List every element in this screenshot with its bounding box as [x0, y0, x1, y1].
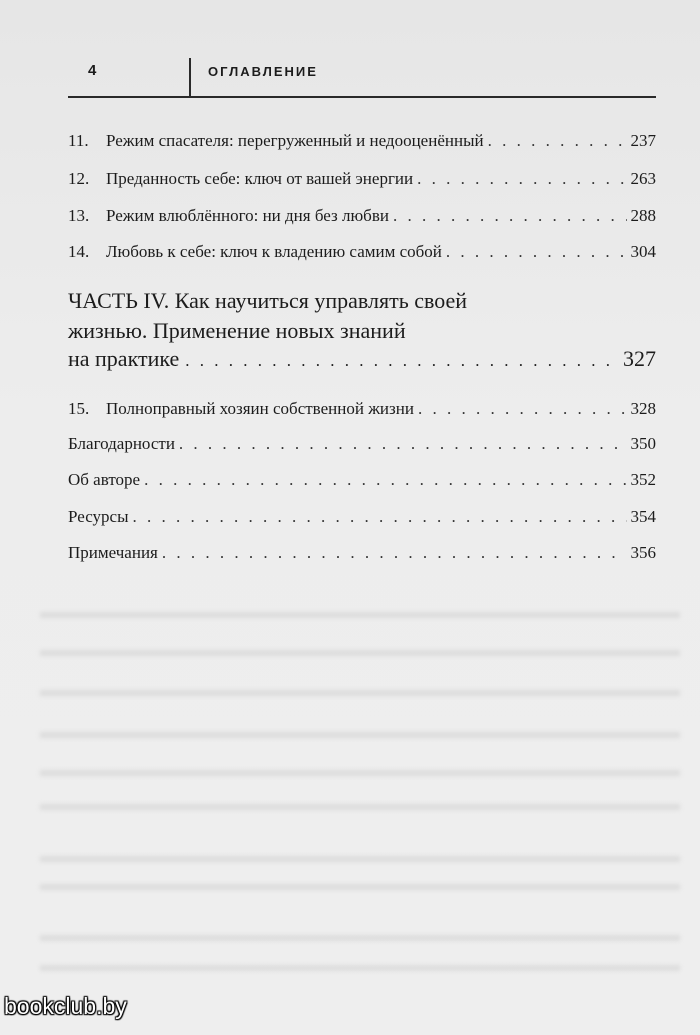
toc-entry-number: 12.: [68, 169, 90, 188]
toc-leader-dots: [446, 241, 627, 263]
toc-entry-number: 14.: [68, 242, 90, 261]
toc-entry-title: Ресурсы: [68, 507, 129, 526]
toc-entry-title: Любовь к себе: ключ к владению самим собой: [106, 242, 442, 261]
toc-entry-title: Преданность себе: ключ от вашей энергии: [106, 169, 414, 188]
toc-leader-dots: [144, 469, 626, 491]
toc-entry: [68, 205, 656, 227]
bleed-through-line: [40, 884, 680, 890]
toc-leader-dots: [417, 168, 626, 190]
toc-entry: [68, 433, 656, 455]
toc-entry-number: 11.: [68, 131, 89, 150]
toc-leader-dots: [185, 346, 617, 376]
toc-entry-page: 356: [630, 543, 656, 562]
toc-entry: [68, 542, 656, 564]
toc-entry-title: Полноправный хозяин собственной жизни: [106, 399, 414, 418]
toc-entry-page: 288: [630, 206, 656, 225]
toc-entry-title: Об авторе: [68, 470, 141, 489]
header-divider: [189, 58, 191, 96]
toc-entry-title: Режим спасателя: перегруженный и недооценённый: [106, 131, 484, 150]
bleed-through-line: [40, 690, 680, 696]
bleed-through-line: [40, 732, 680, 738]
toc-entry-title: Режим влюблённого: ни дня без любви: [106, 206, 389, 225]
bleed-through-line: [40, 856, 680, 862]
toc-entry: [68, 506, 656, 528]
toc-entry: [68, 130, 656, 152]
toc-entry-page: 352: [630, 470, 656, 489]
toc-entry-page: 263: [630, 169, 656, 188]
bleed-through-line: [40, 770, 680, 776]
bleed-through-line: [40, 804, 680, 810]
bleed-through-line: [40, 650, 680, 656]
toc-entry: [68, 168, 656, 190]
toc-entry-title: Примечания: [68, 543, 158, 562]
running-header: [68, 58, 656, 98]
toc-entry-number: 13.: [68, 206, 90, 225]
toc-leader-dots: [162, 542, 627, 564]
toc-entry: [68, 241, 656, 263]
bleed-through-line: [40, 965, 680, 971]
toc-leader-dots: [393, 205, 627, 227]
header-title: ОГЛАВЛЕНИЕ: [208, 64, 318, 79]
toc-entry: [68, 398, 656, 420]
page-number: 4: [88, 62, 98, 79]
part-heading-last-line: [68, 344, 656, 376]
toc-entry-page: 354: [630, 507, 656, 526]
toc-entry-page: 350: [630, 434, 656, 453]
toc-leader-dots: [179, 433, 627, 455]
toc-entry-page: 304: [630, 242, 656, 261]
bleed-through-line: [40, 935, 680, 941]
toc-entry-page: 328: [630, 399, 656, 418]
toc-leader-dots: [133, 506, 627, 528]
toc-entry-page: 237: [630, 131, 656, 150]
part-heading-page: 327: [623, 346, 656, 371]
toc-entry: [68, 469, 656, 491]
toc-leader-dots: [488, 130, 627, 152]
part-heading: [68, 286, 656, 346]
part-heading-line: ЧАСТЬ IV. Как научиться управлять своей: [68, 288, 468, 313]
bleed-through-line: [40, 612, 680, 618]
part-heading-line: жизнью. Применение новых знаний: [68, 318, 406, 343]
toc-entry-title: Благодарности: [68, 434, 175, 453]
watermark-logo: bookclub.by: [4, 993, 127, 1019]
toc-entry-number: 15.: [68, 399, 90, 418]
part-heading-line: на практике: [68, 346, 180, 371]
toc-leader-dots: [418, 398, 627, 420]
